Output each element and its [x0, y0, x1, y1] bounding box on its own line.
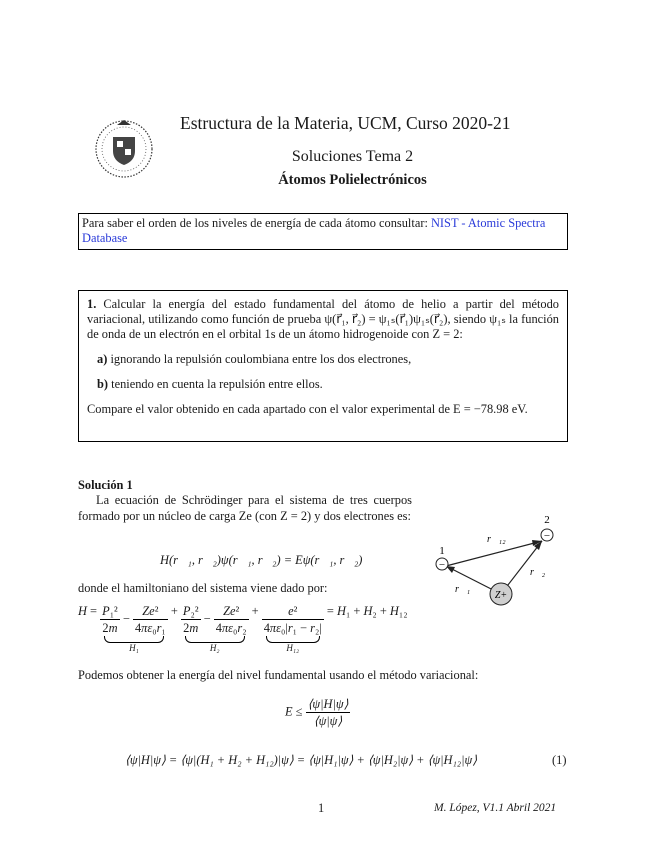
vector-r12-label: r⃗₁₂: [487, 534, 506, 545]
problem-statement: [87, 297, 559, 342]
topic-heading: Átomos Polielectrónicos: [278, 172, 427, 188]
electron-1-sign: −: [438, 559, 446, 571]
nucleus-label: Z+: [494, 590, 508, 601]
variational-intro: Podemos obtener la energía del nivel fundamental usando el método variacional:: [78, 668, 479, 682]
vector-r2-label: r⃗₂: [530, 567, 546, 578]
problem-number: 1.: [87, 297, 97, 311]
electron-1-label: 1: [439, 545, 445, 557]
problem-box: [78, 290, 568, 442]
electron-2-sign: −: [543, 530, 551, 542]
document-subtitle: Soluciones Tema 2: [291, 148, 414, 165]
vector-r1-label: r⃗₁: [455, 584, 471, 595]
problem-compare: Compare el valor obtenido en cada apartado con el valor experimental de E = −78.98 eV.: [87, 402, 528, 416]
helium-atom-diagram: [425, 508, 575, 623]
problem-item-a: a) ignorando la repulsión coulombiana entre los dos electrones,: [97, 352, 412, 366]
electron-2-label: 2: [544, 514, 550, 526]
hamiltonian-equation: H = $\frac{\text{P₁²}}{2m}$ − $\frac{\text{Ze²}}{\text{4πε₀r₁}}$ H₁ + $\frac{\text{P₂²}}{2m}$ − $\frac{\text{Ze²}}{\text{4πε₀r₂}}$ H₂ + $\frac{\text{e²}}{\text{4πε₀|r₁ − r₂|}}$ H₁₂ = H₁ + H₂ + H₁₂: [78, 604, 408, 653]
hamiltonian-intro: donde el hamiltoniano del sistema viene dado por:: [78, 581, 328, 595]
author-version: M. López, V1.1 Abril 2021: [434, 802, 557, 814]
notice-text: Para saber el orden de los niveles de energía de cada átomo consultar:: [82, 216, 431, 230]
document-title: Estructura de la Materia, UCM, Curso 2020-21: [180, 113, 511, 133]
expectation-equation: ⟨ψ|H|ψ⟩ = ⟨ψ|(H₁ + H₂ + H₁₂)|ψ⟩ = ⟨ψ|H₁|ψ⟩ + ⟨ψ|H₂|ψ⟩ + ⟨ψ|H₁₂|ψ⟩: [125, 753, 478, 767]
solution-intro: La ecuación de Schrödinger para el sistema de tres cuerpos formado por un núcleo de carga Ze (con Z = 2) y dos electrones es:: [78, 493, 412, 523]
nist-link[interactable]: NIST - Atomic Spectra Database: [82, 216, 546, 245]
notice-box: [78, 213, 568, 250]
problem-item-b: b) teniendo en cuenta la repulsión entre ellos.: [97, 377, 323, 391]
solution-heading: Solución 1: [78, 478, 133, 492]
equation-number: (1): [552, 753, 567, 767]
problem-text: Calcular la energía del estado fundamental del átomo de helio a partir del método variacional, utilizando como función de prueba ψ(r⃗₁, r⃗₂) = ψ₁ₛ(r⃗₁)ψ₁ₛ(r⃗₂), siendo ψ₁ₛ la función de onda de un electrón en el orbital 1s de un átomo hidrogenoide con Z = 2:: [87, 297, 559, 341]
page-number: 1: [318, 801, 325, 815]
schrodinger-equation: H(r⃗₁, r⃗₂)ψ(r⃗₁, r⃗₂) = Eψ(r⃗₁, r⃗₂): [160, 553, 363, 567]
variational-inequality: E ≤ $\frac{⟨\psi|H|\psi⟩}{⟨\psi|\psi⟩}$: [285, 697, 349, 728]
